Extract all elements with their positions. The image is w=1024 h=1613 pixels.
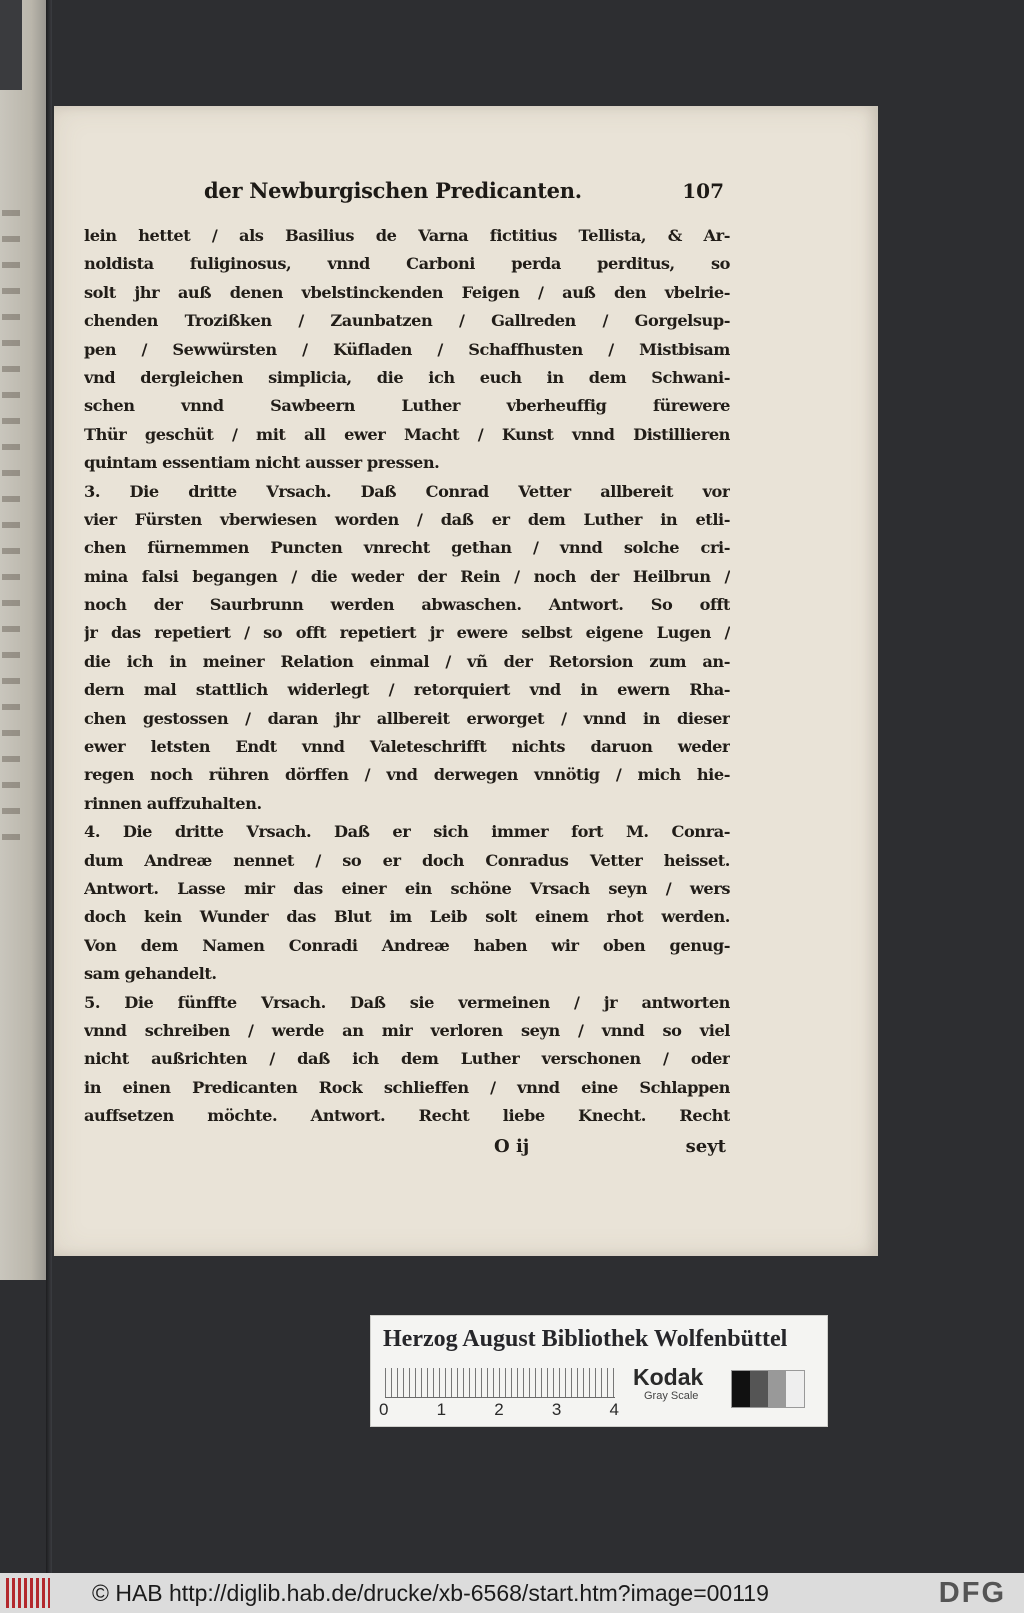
ruler-number: 1: [436, 1400, 447, 1419]
library-scale-card: [370, 1315, 828, 1427]
text-line: Antwort. Lasse mir das einer ein schöne Vrsach seyn / wers: [84, 878, 730, 898]
text-line: 3. Die dritte Vrsach. Daß Conrad Vetter allbereit vor: [84, 481, 730, 501]
page-footer: [494, 1136, 726, 1166]
text-line: chen fürnemmen Puncten vnrecht gethan / vnnd solche cri-: [84, 538, 730, 558]
signature-mark: O ij: [494, 1136, 530, 1157]
text-line: Von dem Namen Conradi Andreæ haben wir oben genug-: [84, 935, 730, 955]
text-line: chen gestossen / daran jhr allbereit erworget / vnnd in dieser: [84, 708, 730, 728]
text-line: schen vnnd Sawbeern Luther vberheuffig fürewere: [84, 396, 730, 416]
ruler-number: 2: [494, 1400, 504, 1419]
text-line: auffsetzen möchte. Antwort. Recht liebe Knecht. Recht: [84, 1106, 730, 1126]
ruler-number: 3: [551, 1400, 562, 1419]
ruler-number: 0: [379, 1400, 389, 1419]
text-line: lein hettet / als Basilius de Varna fictitius Tellista, & Ar-: [84, 226, 730, 245]
text-line: noch der Saurbrunn werden abwaschen. Antwort. So offt: [84, 595, 730, 615]
book-page: [54, 106, 878, 1256]
body-text: [84, 222, 730, 1131]
ruler-scale: [385, 1368, 615, 1398]
gray-swatch: [731, 1370, 805, 1408]
text-line: vnd dergleichen simplicia, die ich euch in dem Schwani-: [84, 367, 730, 387]
catchword: seyt: [685, 1136, 726, 1157]
text-line: chenden Trozißken / Zaunbatzen / Gallreden / Gorgelsup-: [84, 311, 730, 331]
text-line: solt jhr auß denen vbelstinckenden Feigen / auß den vbelrie-: [84, 282, 730, 302]
text-line: 4. Die dritte Vrsach. Daß er sich immer fort M. Conra-: [84, 822, 730, 842]
text-line: vnnd schreiben / werde an mir verloren seyn / vnnd so viel: [84, 1020, 730, 1040]
text-line: jr das repetiert / so offt repetiert jr ewere selbst eigene Lugen /: [84, 623, 730, 643]
text-line: quintam essentiam nicht ausser pressen.: [84, 453, 440, 473]
kodak-logo: Kodak: [633, 1364, 704, 1390]
footer-bar: [0, 1573, 1024, 1613]
footer-copyright-link[interactable]: © HAB http://diglib.hab.de/drucke/xb-6568/start.htm?image=00119: [92, 1579, 769, 1606]
text-line: ewer letsten Endt vnnd Valeteschrifft nichts daruon weder: [84, 737, 730, 757]
ruler-number: 4: [609, 1400, 619, 1419]
text-line: vier Fürsten vberwiesen worden / daß er dem Luther in etli-: [84, 509, 730, 529]
text-line: dern mal stattlich widerlegt / retorquiert vnd in ewern Rha-: [84, 680, 730, 700]
book-gutter: [46, 0, 52, 1613]
text-line: Thür geschüt / mit all ewer Macht / Kunst vnnd Distillieren: [84, 424, 730, 444]
text-line: noldista fuliginosus, vnnd Carboni perda perditus, so: [84, 254, 730, 274]
running-head: der Newburgischen Predicanten.: [204, 178, 582, 203]
text-line: mina falsi begangen / die weder der Rein / noch der Heilbrun /: [84, 566, 730, 586]
text-line: doch kein Wunder das Blut im Leib solt einem rhot werden.: [84, 907, 730, 927]
text-line: regen noch rühren dörffen / vnd derwegen vnnötig / mich hie-: [84, 765, 730, 785]
text-line: in einen Predicanten Rock schlieffen / vnnd eine Schlappen: [84, 1077, 730, 1097]
text-line: rinnen auffzuhalten.: [84, 793, 262, 813]
page-header: [204, 178, 724, 214]
hab-logo-icon: [6, 1578, 50, 1608]
text-line: die ich in meiner Relation einmal / vñ der Retorsion zum an-: [84, 651, 730, 671]
page-number: 107: [682, 179, 724, 203]
dfg-logo: DFG: [938, 1577, 1006, 1609]
ruler-numbers: [379, 1400, 619, 1420]
library-name: Herzog August Bibliothek Wolfenbüttel: [383, 1326, 788, 1352]
previous-page-text-edge: [2, 210, 20, 850]
gray-scale-label: Gray Scale: [644, 1390, 699, 1402]
text-line: dum Andreæ nennet / so er doch Conradus Vetter heisset.: [84, 850, 730, 870]
text-line: nicht außrichten / daß ich dem Luther verschonen / oder: [84, 1049, 730, 1069]
text-line: 5. Die fünffte Vrsach. Daß sie vermeinen / jr antworten: [84, 992, 730, 1012]
previous-page-corner: [0, 0, 22, 90]
text-line: sam gehandelt.: [84, 964, 217, 984]
text-line: pen / Sewwürsten / Küfladen / Schaffhusten / Mistbisam: [84, 339, 730, 359]
